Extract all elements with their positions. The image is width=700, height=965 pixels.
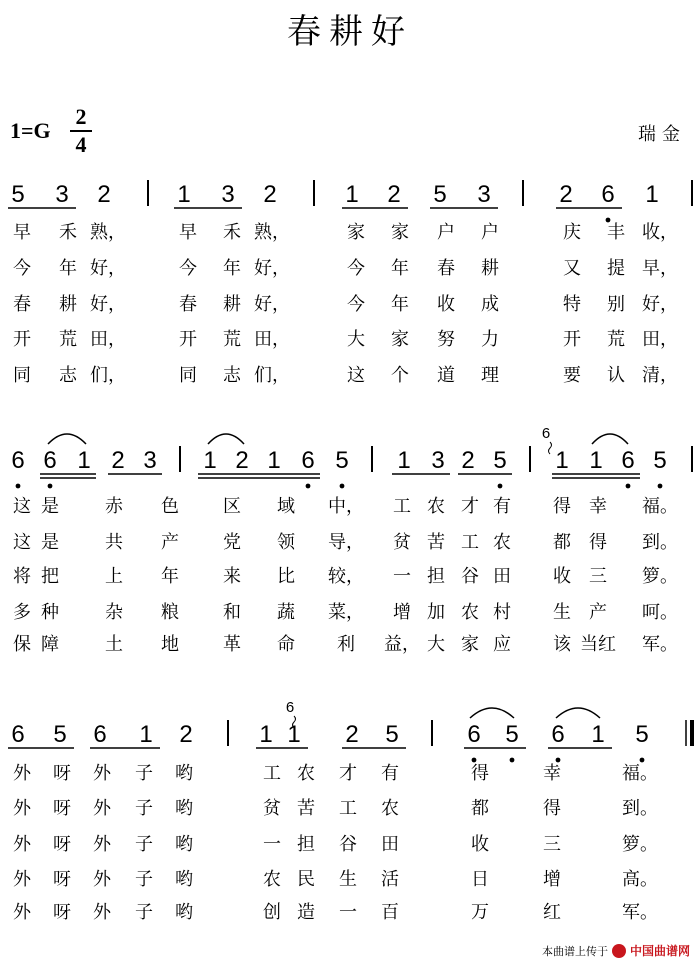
lyric-syllable: 贫	[393, 532, 411, 553]
lyric-syllable: 军。	[622, 902, 658, 923]
lyric-syllable: 较，	[328, 566, 364, 587]
lyric-syllable: 苦	[427, 532, 445, 553]
lyric-syllable: 得	[589, 532, 607, 553]
note-digit: 5	[335, 447, 349, 474]
lyric-syllable: 色	[161, 496, 179, 517]
lyric-syllable: 认	[607, 365, 625, 386]
lyric-line	[0, 254, 700, 284]
lyric-syllable: 外	[13, 902, 31, 923]
lyric-syllable: 同	[179, 365, 197, 386]
lyric-syllable: 担	[297, 834, 315, 855]
lyric-syllable: 百	[381, 902, 399, 923]
lyric-syllable: 一	[393, 566, 411, 587]
lyric-syllable: 荒	[59, 329, 77, 350]
grace-tilde	[549, 442, 552, 454]
lyric-syllable: 家	[347, 222, 365, 243]
lyric-syllable: 箩。	[642, 566, 678, 587]
lyric-syllable: 力	[481, 329, 499, 350]
lyric-syllable: 今	[13, 258, 31, 279]
lyric-syllable: 地	[161, 634, 179, 655]
lyric-syllable: 外	[93, 902, 111, 923]
lyric-syllable: 障	[41, 634, 59, 655]
note-digit: 2	[235, 447, 249, 474]
lyric-syllable: 外	[13, 763, 31, 784]
lyric-syllable: 田	[493, 566, 511, 587]
lyric-syllable: 导，	[328, 532, 364, 553]
lyric-syllable: 春	[13, 294, 31, 315]
note-digit: 5	[505, 721, 519, 748]
lyric-syllable: 这	[13, 496, 31, 517]
time-signature-top: 2	[75, 104, 87, 129]
grace-note: 6	[285, 699, 295, 716]
lyric-syllable: 工	[393, 496, 411, 517]
lyric-line	[0, 898, 700, 928]
note-digit: 2	[179, 721, 193, 748]
lyric-syllable: 田	[381, 834, 399, 855]
lyric-line	[0, 865, 700, 895]
lyric-syllable: 比	[277, 566, 295, 587]
lyric-syllable: 当红	[580, 634, 616, 655]
lyric-syllable: 呵。	[642, 602, 678, 623]
lyric-syllable: 子	[135, 869, 153, 890]
lyric-syllable: 该	[553, 634, 571, 655]
lyric-line	[0, 361, 700, 391]
lyric-syllable: 工	[461, 532, 479, 553]
note-digit: 3	[55, 181, 69, 208]
lyric-syllable: 一	[339, 902, 357, 923]
lyric-line	[0, 218, 700, 248]
note-digit: 1	[645, 181, 659, 208]
key-signature: 1=G	[10, 118, 51, 143]
lyric-syllable: 命	[277, 634, 295, 655]
lyric-syllable: 活	[381, 869, 399, 890]
note-digit: 5	[433, 181, 447, 208]
lyric-syllable: 耕	[481, 258, 499, 279]
note-digit: 1	[589, 447, 603, 474]
lyric-syllable: 呀	[53, 902, 71, 923]
note-digit: 1	[259, 721, 273, 748]
lyric-syllable: 来	[223, 566, 241, 587]
lyric-syllable: 外	[13, 869, 31, 890]
lyric-line	[0, 325, 700, 355]
lyric-syllable: 成	[481, 294, 499, 315]
lyric-syllable: 应	[493, 634, 511, 655]
note-digit: 6	[621, 447, 635, 474]
lyric-syllable: 赤	[105, 496, 123, 517]
note-digit: 6	[467, 721, 481, 748]
lyric-syllable: 春	[437, 258, 455, 279]
note-digit: 3	[221, 181, 235, 208]
lyric-syllable: 年	[391, 294, 409, 315]
lyric-syllable: 家	[461, 634, 479, 655]
lyric-syllable: 早	[179, 222, 197, 243]
note-digit: 1	[177, 181, 191, 208]
slur-tie	[470, 708, 514, 718]
lyric-syllable: 收	[437, 294, 455, 315]
lyric-syllable: 到。	[642, 532, 678, 553]
lyric-syllable: 蔬	[277, 602, 295, 623]
lyric-syllable: 是	[41, 532, 59, 553]
note-digit: 6	[93, 721, 107, 748]
lyric-syllable: 苦	[297, 798, 315, 819]
lyric-syllable: 得	[543, 798, 561, 819]
lyric-syllable: 好，	[642, 294, 678, 315]
lyric-syllable: 担	[427, 566, 445, 587]
lyric-syllable: 贫	[263, 798, 281, 819]
note-digit: 6	[601, 181, 615, 208]
lyric-syllable: 子	[135, 798, 153, 819]
lyric-line	[0, 794, 700, 824]
note-digit: 5	[653, 447, 667, 474]
lyric-syllable: 开	[13, 329, 31, 350]
lyric-syllable: 春	[179, 294, 197, 315]
lyric-syllable: 今	[179, 258, 197, 279]
lyric-syllable: 利	[337, 634, 355, 655]
note-digit: 1	[397, 447, 411, 474]
lyric-syllable: 今	[347, 294, 365, 315]
lyric-syllable: 农	[381, 798, 399, 819]
lyric-syllable: 军。	[642, 634, 678, 655]
octave-dot-below	[626, 484, 631, 489]
lyric-syllable: 呀	[53, 763, 71, 784]
lyric-syllable: 外	[13, 798, 31, 819]
note-digit: 1	[267, 447, 281, 474]
lyric-syllable: 益，	[384, 634, 420, 655]
lyric-syllable: 将	[13, 566, 31, 587]
grace-note: 6	[541, 425, 551, 442]
lyric-syllable: 耕	[223, 294, 241, 315]
lyric-syllable: 一	[263, 834, 281, 855]
lyric-syllable: 共	[105, 532, 123, 553]
lyric-syllable: 农	[263, 869, 281, 890]
lyric-syllable: 哟	[175, 798, 193, 819]
note-digit: 6	[11, 447, 25, 474]
lyric-syllable: 工	[339, 798, 357, 819]
lyric-syllable: 努	[437, 329, 455, 350]
note-digit: 5	[53, 721, 67, 748]
time-signature-bottom: 4	[75, 132, 87, 157]
octave-dot-below	[498, 484, 503, 489]
lyric-syllable: 种	[41, 602, 59, 623]
lyric-syllable: 这	[13, 532, 31, 553]
lyric-syllable: 田，	[254, 329, 290, 350]
lyric-syllable: 造	[297, 902, 315, 923]
lyric-syllable: 保	[13, 634, 31, 655]
lyric-syllable: 呀	[53, 869, 71, 890]
lyric-syllable: 都	[553, 532, 571, 553]
lyric-syllable: 收，	[642, 222, 678, 243]
lyric-syllable: 农	[427, 496, 445, 517]
lyric-syllable: 产	[589, 602, 607, 623]
lyric-syllable: 大	[427, 634, 445, 655]
lyric-syllable: 田，	[90, 329, 126, 350]
lyric-syllable: 是	[41, 496, 59, 517]
lyric-syllable: 丰	[607, 222, 625, 243]
lyric-syllable: 到。	[622, 798, 658, 819]
octave-dot-below	[658, 484, 663, 489]
lyric-syllable: 生	[553, 602, 571, 623]
lyric-syllable: 三	[589, 566, 607, 587]
lyric-syllable: 才	[461, 496, 479, 517]
note-digit: 2	[97, 181, 111, 208]
lyric-line	[0, 492, 700, 522]
lyric-syllable: 年	[391, 258, 409, 279]
song-title: 春耕好	[287, 12, 413, 52]
lyric-syllable: 年	[161, 566, 179, 587]
lyric-syllable: 有	[381, 763, 399, 784]
slur-tie	[592, 434, 628, 444]
note-digit: 2	[111, 447, 125, 474]
lyric-syllable: 这	[347, 365, 365, 386]
lyric-syllable: 创	[263, 902, 281, 923]
lyric-syllable: 志	[223, 365, 241, 386]
lyric-syllable: 外	[93, 763, 111, 784]
lyric-syllable: 开	[563, 329, 581, 350]
slur-tie	[556, 708, 600, 718]
lyric-syllable: 子	[135, 902, 153, 923]
note-digit: 1	[591, 721, 605, 748]
lyric-syllable: 加	[427, 602, 445, 623]
note-digit: 1	[555, 447, 569, 474]
lyric-syllable: 哟	[175, 902, 193, 923]
lyric-syllable: 道	[437, 365, 455, 386]
lyric-syllable: 多	[13, 602, 31, 623]
note-digit: 2	[559, 181, 573, 208]
lyric-syllable: 外	[93, 834, 111, 855]
lyric-syllable: 幸	[589, 496, 607, 517]
lyric-syllable: 农	[461, 602, 479, 623]
lyric-syllable: 高。	[622, 869, 658, 890]
lyric-syllable: 熟，	[90, 222, 126, 243]
lyric-syllable: 好，	[254, 258, 290, 279]
lyric-syllable: 菜，	[328, 602, 364, 623]
lyric-syllable: 志	[59, 365, 77, 386]
lyric-syllable: 域	[277, 496, 295, 517]
note-digit: 2	[345, 721, 359, 748]
lyric-syllable: 农	[297, 763, 315, 784]
octave-dot-below	[306, 484, 311, 489]
lyric-syllable: 农	[493, 532, 511, 553]
slur-tie	[208, 434, 244, 444]
note-digit: 3	[477, 181, 491, 208]
lyric-syllable: 革	[223, 634, 241, 655]
lyric-syllable: 别	[607, 294, 625, 315]
lyric-syllable: 禾	[223, 222, 241, 243]
lyric-syllable: 大	[347, 329, 365, 350]
lyric-syllable: 外	[93, 869, 111, 890]
lyric-syllable: 土	[105, 634, 123, 655]
note-digit: 1	[77, 447, 91, 474]
lyric-syllable: 哟	[175, 834, 193, 855]
lyric-syllable: 特	[563, 294, 581, 315]
lyric-syllable: 工	[263, 763, 281, 784]
lyric-syllable: 呀	[53, 834, 71, 855]
lyric-syllable: 呀	[53, 798, 71, 819]
lyric-syllable: 庆	[563, 222, 581, 243]
lyric-syllable: 理	[481, 365, 499, 386]
footer	[542, 942, 690, 959]
lyric-syllable: 子	[135, 834, 153, 855]
lyric-syllable: 三	[543, 834, 561, 855]
lyric-line	[0, 598, 700, 628]
lyric-syllable: 田，	[642, 329, 678, 350]
lyric-syllable: 荒	[607, 329, 625, 350]
lyric-syllable: 收	[471, 834, 489, 855]
note-digit: 6	[301, 447, 315, 474]
lyric-syllable: 和	[223, 602, 241, 623]
lyric-line	[0, 528, 700, 558]
lyric-syllable: 要	[563, 365, 581, 386]
lyric-syllable: 哟	[175, 763, 193, 784]
lyric-syllable: 个	[391, 365, 409, 386]
lyric-syllable: 民	[297, 869, 315, 890]
note-digit: 1	[203, 447, 217, 474]
lyric-syllable: 又	[563, 258, 581, 279]
lyric-syllable: 都	[471, 798, 489, 819]
lyric-syllable: 外	[13, 834, 31, 855]
lyric-syllable: 收	[553, 566, 571, 587]
note-digit: 5	[635, 721, 649, 748]
lyric-syllable: 提	[607, 258, 625, 279]
lyric-syllable: 村	[493, 602, 511, 623]
note-digit: 6	[43, 447, 57, 474]
lyric-syllable: 得	[471, 763, 489, 784]
note-digit: 5	[11, 181, 25, 208]
lyric-syllable: 同	[13, 365, 31, 386]
lyric-syllable: 增	[393, 602, 411, 623]
lyric-syllable: 福。	[642, 496, 678, 517]
site-logo-icon	[612, 944, 626, 958]
lyric-syllable: 年	[223, 258, 241, 279]
lyric-syllable: 领	[277, 532, 295, 553]
note-digit: 2	[461, 447, 475, 474]
footer-text: 本曲谱上传于	[541, 944, 608, 958]
lyric-syllable: 好，	[90, 294, 126, 315]
note-digit: 6	[551, 721, 565, 748]
lyric-syllable: 谷	[461, 566, 479, 587]
lyric-syllable: 禾	[59, 222, 77, 243]
lyric-syllable: 哟	[175, 869, 193, 890]
note-digit: 3	[143, 447, 157, 474]
note-digit: 1	[139, 721, 153, 748]
lyric-syllable: 粮	[161, 602, 179, 623]
lyric-syllable: 增	[543, 869, 561, 890]
lyric-syllable: 产	[161, 532, 179, 553]
lyric-syllable: 杂	[105, 602, 123, 623]
lyric-syllable: 家	[391, 329, 409, 350]
lyric-syllable: 党	[223, 532, 241, 553]
lyric-line	[0, 630, 700, 660]
lyric-syllable: 箩。	[622, 834, 658, 855]
note-digit: 5	[385, 721, 399, 748]
lyric-syllable: 户	[437, 222, 455, 243]
lyric-syllable: 日	[471, 869, 489, 890]
lyric-syllable: 才	[339, 763, 357, 784]
lyric-syllable: 万	[471, 902, 489, 923]
lyric-line	[0, 759, 700, 789]
lyric-syllable: 早，	[642, 258, 678, 279]
octave-dot-below	[16, 484, 21, 489]
note-digit: 2	[387, 181, 401, 208]
lyric-syllable: 好，	[90, 258, 126, 279]
lyric-syllable: 家	[391, 222, 409, 243]
lyric-line	[0, 290, 700, 320]
composer: 瑞金	[638, 124, 686, 145]
lyric-syllable: 子	[135, 763, 153, 784]
lyric-syllable: 们，	[90, 365, 126, 386]
lyric-syllable: 早	[13, 222, 31, 243]
site-logo-text: 中国曲谱网	[629, 944, 690, 958]
lyric-syllable: 户	[481, 222, 499, 243]
lyric-line	[0, 562, 700, 592]
octave-dot-below	[340, 484, 345, 489]
lyric-syllable: 年	[59, 258, 77, 279]
lyric-syllable: 区	[223, 496, 241, 517]
slur-tie	[48, 434, 86, 444]
lyric-syllable: 幸	[543, 763, 561, 784]
lyric-syllable: 生	[339, 869, 357, 890]
lyric-syllable: 开	[179, 329, 197, 350]
lyric-syllable: 红	[543, 902, 561, 923]
lyric-syllable: 中，	[328, 496, 364, 517]
lyric-syllable: 上	[105, 566, 123, 587]
lyric-syllable: 荒	[223, 329, 241, 350]
lyric-syllable: 外	[93, 798, 111, 819]
note-digit: 3	[431, 447, 445, 474]
lyric-syllable: 们，	[254, 365, 290, 386]
lyric-syllable: 耕	[59, 294, 77, 315]
note-digit: 1	[345, 181, 359, 208]
note-digit: 2	[263, 181, 277, 208]
lyric-syllable: 谷	[339, 834, 357, 855]
note-digit: 5	[493, 447, 507, 474]
lyric-syllable: 熟，	[254, 222, 290, 243]
note-digit: 1	[287, 721, 301, 748]
lyric-syllable: 有	[493, 496, 511, 517]
lyric-syllable: 得	[553, 496, 571, 517]
lyric-syllable: 把	[41, 566, 59, 587]
lyric-syllable: 福。	[622, 763, 658, 784]
lyric-syllable: 好，	[254, 294, 290, 315]
lyric-syllable: 今	[347, 258, 365, 279]
lyric-line	[0, 830, 700, 860]
note-digit: 6	[11, 721, 25, 748]
lyric-syllable: 清，	[642, 365, 678, 386]
octave-dot-below	[48, 484, 53, 489]
